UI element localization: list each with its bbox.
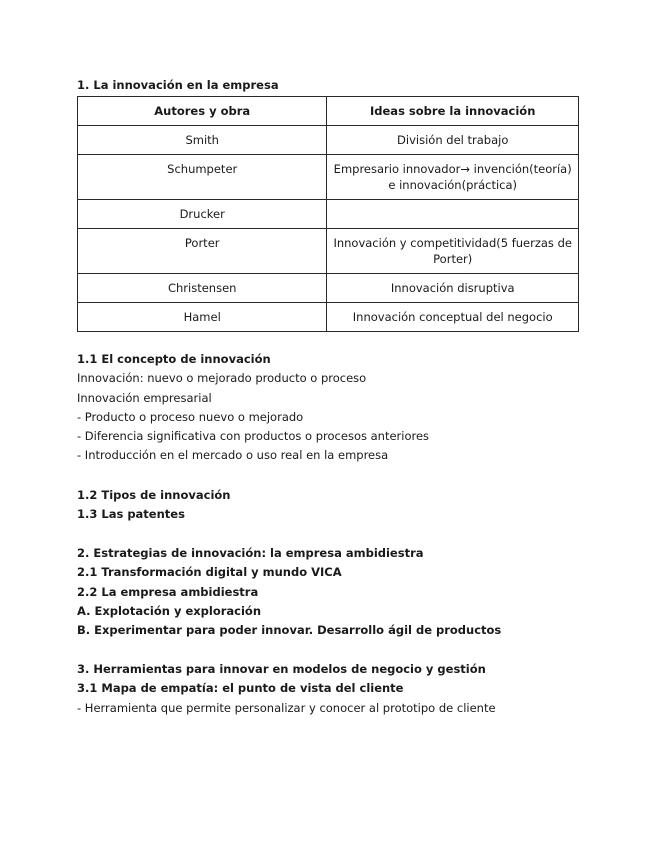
text-line: Innovación: nuevo o mejorado producto o proceso bbox=[77, 371, 367, 386]
section-title: 1.2 Tipos de innovación bbox=[77, 488, 231, 502]
author-cell: Schumpeter bbox=[78, 155, 327, 200]
section-concepto-innovacion bbox=[77, 350, 429, 466]
idea-cell: Innovación y competitividad(5 fuerzas de Porter) bbox=[327, 229, 579, 274]
table-row bbox=[78, 229, 579, 274]
list-item: - Introducción en el mercado o uso real en la empresa bbox=[77, 448, 389, 463]
idea-cell: Empresario innovador→ invención(teoría) e innovación(práctica) bbox=[327, 155, 579, 200]
idea-cell: División del trabajo bbox=[327, 126, 579, 155]
table-row bbox=[78, 155, 579, 200]
table-row bbox=[78, 274, 579, 303]
section-title: A. Explotación y exploración bbox=[77, 603, 262, 618]
column-header-ideas: Ideas sobre la innovación bbox=[327, 97, 579, 126]
idea-cell bbox=[327, 200, 579, 229]
table-row bbox=[78, 126, 579, 155]
idea-cell: Innovación conceptual del negocio bbox=[327, 303, 579, 332]
table-row bbox=[78, 303, 579, 332]
authors-ideas-table bbox=[77, 96, 579, 332]
list-item: - Producto o proceso nuevo o mejorado bbox=[77, 409, 304, 424]
section-title: 2. Estrategias de innovación: la empresa ambidiestra bbox=[77, 546, 424, 560]
author-cell: Hamel bbox=[78, 303, 327, 332]
section-title: 2.2 La empresa ambidiestra bbox=[77, 584, 259, 599]
section-title: B. Experimentar para poder innovar. Desarrollo ágil de productos bbox=[77, 623, 502, 638]
section-title: 3. Herramientas para innovar en modelos de negocio y gestión bbox=[77, 662, 486, 676]
section-title: 2.1 Transformación digital y mundo VICA bbox=[77, 565, 342, 580]
list-item: - Diferencia significativa con productos o procesos anteriores bbox=[77, 429, 430, 444]
section-title: 1.1 El concepto de innovación bbox=[77, 352, 271, 366]
list-item: - Herramienta que permite personalizar y conocer al prototipo de cliente bbox=[77, 700, 496, 715]
heading-innovacion-empresa: 1. La innovación en la empresa bbox=[77, 78, 279, 92]
author-cell: Porter bbox=[78, 229, 327, 274]
section-tipos-patentes bbox=[77, 486, 231, 525]
idea-cell: Innovación disruptiva bbox=[327, 274, 579, 303]
author-cell: Drucker bbox=[78, 200, 327, 229]
section-estrategias bbox=[77, 544, 501, 640]
table-header-row bbox=[78, 97, 579, 126]
section-herramientas bbox=[77, 660, 496, 718]
section-title: 3.1 Mapa de empatía: el punto de vista del cliente bbox=[77, 681, 404, 696]
column-header-authors: Autores y obra bbox=[78, 97, 327, 126]
author-cell: Christensen bbox=[78, 274, 327, 303]
author-cell: Smith bbox=[78, 126, 327, 155]
text-line: Innovación empresarial bbox=[77, 390, 212, 405]
table-row bbox=[78, 200, 579, 229]
section-title: 1.3 Las patentes bbox=[77, 507, 185, 522]
